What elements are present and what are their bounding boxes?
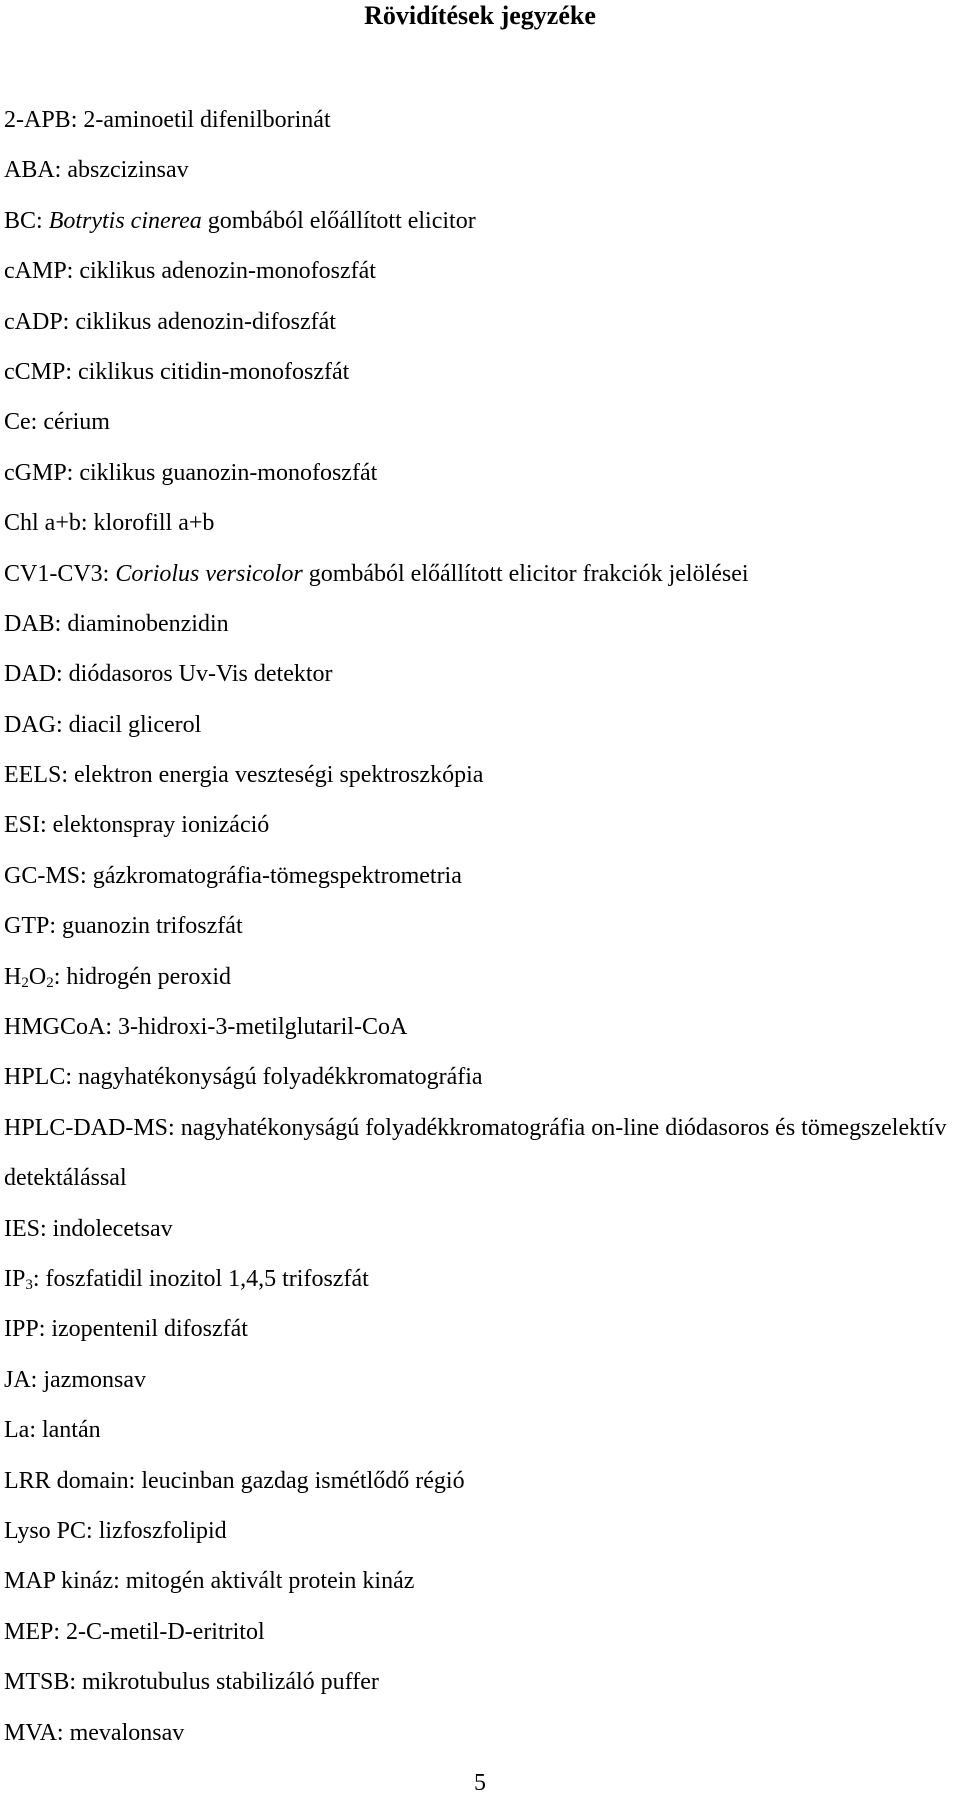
abbreviation-entry [4, 649, 956, 699]
abbreviation-definition: indolecetsav [52, 1215, 173, 1242]
separator: : [168, 1114, 175, 1141]
abbreviation-term: DAB [4, 610, 55, 637]
abbreviation-entry [4, 1405, 956, 1455]
abbreviation-entry [4, 800, 956, 850]
abbreviation-entry [4, 549, 956, 599]
abbreviation-definition: gombából előállított elicitor [207, 207, 476, 234]
separator: : [53, 1618, 61, 1645]
abbreviation-definition: elektonspray ionizáció [52, 812, 270, 839]
abbreviation-entry [4, 1708, 956, 1758]
separator: : [86, 1517, 93, 1544]
formula-subscript: 2 [46, 974, 54, 991]
abbreviation-term: JA [4, 1366, 31, 1393]
abbreviation-term: cGMP [4, 459, 67, 486]
separator: : [80, 862, 87, 889]
formula-element: IP [4, 1266, 26, 1293]
abbreviation-entry [4, 1052, 956, 1102]
abbreviation-term: HPLC [4, 1064, 66, 1091]
separator: : [61, 762, 68, 789]
abbreviation-term: ESI [4, 812, 40, 839]
abbreviation-entry [4, 1254, 956, 1304]
abbreviation-term: DAG [4, 711, 56, 738]
abbreviation-entry [4, 700, 956, 750]
separator: : [56, 711, 63, 738]
abbreviation-term: CV1-CV3 [4, 560, 103, 587]
abbreviation-term: 2-APB [4, 107, 71, 133]
abbreviation-definition: nagyhatékonyságú folyadékkromatográfia on-line diódasoros és tömegszelektív detektálással [4, 1114, 947, 1192]
abbreviation-entry [4, 952, 956, 1002]
separator: : [36, 207, 43, 234]
abbreviation-entry [4, 1506, 956, 1556]
abbreviation-term: EELS [4, 762, 62, 789]
abbreviation-definition: abszcizinsav [67, 157, 189, 184]
abbreviation-definition: lizfoszfolipid [98, 1517, 227, 1544]
abbreviation-definition: 2-C-metil-D-eritritol [66, 1618, 265, 1645]
separator: : [54, 610, 62, 637]
formula-element: H [4, 963, 22, 990]
abbreviation-term: GC-MS [4, 862, 81, 889]
abbreviation-term: cADP [4, 308, 63, 335]
abbreviation-definition: hidrogén peroxid [66, 963, 231, 990]
abbreviation-entry [4, 599, 956, 649]
abbreviation-term [4, 1266, 33, 1292]
abbreviation-entry [4, 95, 956, 145]
abbreviation-entry [4, 246, 956, 296]
abbreviation-definition: cérium [43, 409, 110, 436]
abbreviation-entry [4, 1607, 956, 1657]
abbreviation-definition: diódasoros Uv-Vis detektor [68, 661, 333, 688]
abbreviation-term: LRR domain [4, 1467, 129, 1494]
abbreviation-definition: mikrotubulus stabilizáló puffer [82, 1669, 379, 1696]
abbreviation-term: cCMP [4, 358, 66, 385]
abbreviation-definition: mevalonsav [69, 1719, 185, 1746]
abbreviation-term: HPLC-DAD-MS [4, 1114, 169, 1141]
abbreviation-entry [4, 297, 956, 347]
abbreviation-entry [4, 1456, 956, 1506]
separator: : [65, 358, 73, 385]
abbreviation-list [4, 95, 956, 1758]
abbreviation-definition: 2-aminoetil difenilborinát [83, 107, 331, 133]
abbreviation-entry [4, 347, 956, 397]
abbreviation-term: Chl a+b [4, 510, 81, 537]
abbreviation-entry [4, 1204, 956, 1254]
separator: : [32, 1266, 40, 1293]
separator: : [62, 308, 70, 335]
abbreviation-definition: mitogén aktivált protein kináz [125, 1568, 415, 1595]
separator: : [105, 1014, 113, 1041]
species-name: Botrytis cinerea [48, 207, 202, 234]
abbreviation-term: IES [4, 1215, 40, 1242]
separator: : [29, 1417, 36, 1444]
separator: : [56, 1719, 64, 1746]
abbreviation-term: La [4, 1417, 30, 1444]
separator: : [54, 157, 62, 184]
abbreviation-definition: leucinban gazdag ismétlődő régió [141, 1467, 465, 1494]
abbreviation-term: GTP [4, 913, 50, 940]
abbreviation-definition: ciklikus adenozin-monofoszfát [79, 258, 376, 285]
formula-subscript: 2 [21, 974, 29, 991]
abbreviation-entry [4, 1556, 956, 1606]
abbreviation-definition: guanozin trifoszfát [62, 913, 243, 940]
abbreviation-entry [4, 397, 956, 447]
separator: : [40, 1215, 47, 1242]
abbreviation-definition: 3-hidroxi-3-metilglutaril-CoA [118, 1014, 408, 1041]
abbreviation-term [4, 964, 54, 990]
abbreviation-entry [4, 1002, 956, 1052]
separator: : [102, 560, 110, 587]
abbreviation-term: ABA [4, 157, 55, 184]
separator: : [66, 258, 74, 285]
separator: : [30, 409, 38, 436]
separator: : [80, 510, 88, 537]
formula-element: O [28, 963, 47, 990]
separator: : [49, 913, 57, 940]
abbreviation-term: DAD [4, 661, 56, 688]
abbreviation-definition: ciklikus citidin-monofoszfát [78, 358, 350, 385]
abbreviation-definition: ciklikus adenozin-difoszfát [75, 308, 336, 335]
abbreviation-term: Lyso PC [4, 1517, 87, 1544]
abbreviation-definition: diaminobenzidin [67, 610, 229, 637]
abbreviation-definition: gázkromatográfia-tömegspektrometria [92, 862, 462, 889]
abbreviation-definition: lantán [41, 1417, 101, 1444]
separator: : [30, 1366, 38, 1393]
separator: : [53, 963, 61, 990]
abbreviation-term: Ce [4, 409, 31, 436]
abbreviation-term: cAMP [4, 258, 67, 285]
abbreviation-definition: diacil glicerol [68, 711, 202, 738]
abbreviation-entry [4, 145, 956, 195]
abbreviation-term: MTSB [4, 1669, 70, 1696]
separator: : [66, 459, 74, 486]
separator: : [40, 812, 47, 839]
abbreviation-entry [4, 851, 956, 901]
abbreviation-entry [4, 1103, 956, 1204]
abbreviation-term: BC [4, 207, 37, 234]
abbreviation-entry [4, 196, 956, 246]
abbreviation-definition: jazmonsav [43, 1366, 146, 1393]
abbreviation-definition: nagyhatékonyságú folyadékkromatográfia [78, 1064, 483, 1091]
separator: : [56, 661, 63, 688]
abbreviation-definition: ciklikus guanozin-monofoszfát [79, 459, 378, 486]
formula-subscript: 3 [25, 1277, 33, 1294]
species-name: Coriolus versicolor [115, 560, 303, 587]
abbreviation-entry [4, 901, 956, 951]
abbreviation-definition: foszfatidil inozitol 1,4,5 trifoszfát [45, 1266, 369, 1293]
separator: : [128, 1467, 136, 1494]
abbreviation-entry [4, 1657, 956, 1707]
abbreviation-entry [4, 498, 956, 548]
separator: : [38, 1316, 46, 1343]
abbreviation-definition: izopentenil difoszfát [51, 1316, 248, 1343]
page-title: Rövidítések jegyzéke [364, 1, 596, 30]
abbreviation-term: MAP kináz [4, 1568, 114, 1595]
separator: : [69, 1669, 77, 1696]
abbreviation-definition: elektron energia veszteségi spektroszkópia [74, 762, 484, 789]
abbreviation-entry [4, 1304, 956, 1354]
abbreviation-entry [4, 1355, 956, 1405]
separator: : [70, 107, 78, 133]
abbreviation-entry [4, 750, 956, 800]
separator: : [65, 1064, 73, 1091]
abbreviation-term: IPP [4, 1316, 39, 1343]
page-number: 5 [474, 1770, 486, 1796]
abbreviation-term: HMGCoA [4, 1014, 106, 1041]
abbreviation-definition: klorofill a+b [93, 510, 215, 537]
abbreviation-term: MVA [4, 1719, 57, 1746]
abbreviation-definition: gombából előállított elicitor frakciók jelölései [308, 560, 749, 587]
abbreviation-term: MEP [4, 1618, 54, 1645]
separator: : [113, 1568, 120, 1595]
abbreviation-entry [4, 448, 956, 498]
